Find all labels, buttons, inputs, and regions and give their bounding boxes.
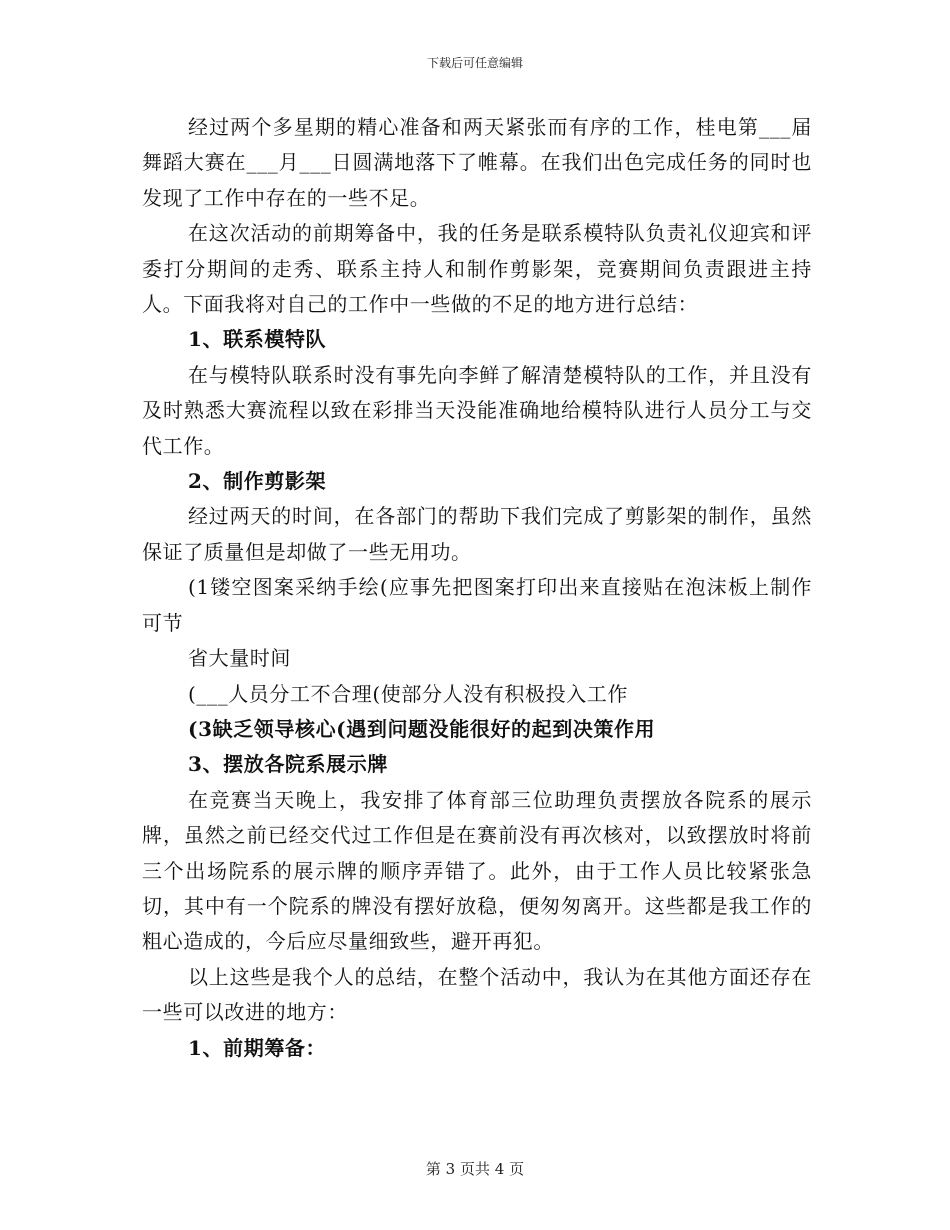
- paragraph-tasks: 在这次活动的前期筹备中，我的任务是联系模特队负责礼仪迎宾和评委打分期间的走秀、联系主持人和制作剪影架，竞赛期间负责跟进主持人。下面我将对自己的工作中一些做的不足的地方进行总结：: [142, 221, 812, 317]
- heading-silhouette-frame: 2、制作剪影架: [188, 469, 327, 494]
- paragraph-intro: 经过两个多星期的精心准备和两天紧张而有序的工作，桂电第___届舞蹈大赛在___月___日圆满地落下了帷幕。在我们出色完成任务的同时也发现了工作中存在的一些不足。: [142, 115, 812, 210]
- paragraph-summary: 以上这些是我个人的总结，在整个活动中，我认为在其他方面还存在一些可以改进的地方：: [142, 964, 812, 1025]
- heading-display-boards: 3、摆放各院系展示牌: [188, 752, 388, 777]
- paragraph-item-1-cont: 省大量时间: [188, 646, 291, 671]
- heading-contact-models: 1、联系模特队: [188, 327, 327, 352]
- page-footer: 第 3 页共 4 页: [425, 1160, 525, 1178]
- page-header: 下载后可任意编辑: [426, 56, 523, 70]
- paragraph-item-3: (3缺乏领导核心(遇到问题没能很好的起到决策作用: [188, 716, 656, 741]
- paragraph-item-1: (1镂空图案采纳手绘(应事先把图案打印出来直接贴在泡沫板上制作可节: [142, 575, 812, 635]
- heading-preparation: 1、前期筹备：: [188, 1035, 327, 1060]
- document-body: [142, 110, 812, 1066]
- paragraph-item-2: (___人员分工不合理(使部分人没有积极投入工作: [188, 681, 629, 706]
- paragraph-display-boards: 在竞赛当天晚上，我安排了体育部三位助理负责摆放各院系的展示牌，虽然之前已经交代过工作但是在赛前没有再次核对，以致摆放时将前三个出场院系的展示牌的顺序弄错了。此外，由于工作人员比较紧张急切，其中有一个院系的牌没有摆好放稳，便匆匆离开。这些都是我工作的粗心造成的，今后应尽量细致些，避开再犯。: [142, 787, 812, 954]
- paragraph-silhouette-frame: 经过两天的时间，在各部门的帮助下我们完成了剪影架的制作，虽然保证了质量但是却做了一些无用功。: [142, 504, 812, 564]
- paragraph-contact-models: 在与模特队联系时没有事先向李鲜了解清楚模特队的工作，并且没有及时熟悉大赛流程以致在彩排当天没能准确地给模特队进行人员分工与交代工作。: [142, 362, 812, 458]
